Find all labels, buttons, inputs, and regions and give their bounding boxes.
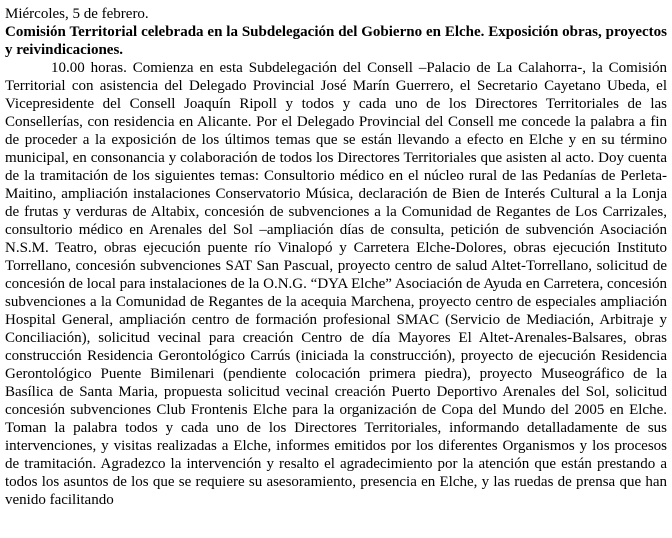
entry-heading: Comisión Territorial celebrada en la Subdelegación del Gobierno en Elche. Exposición obras, proyectos y reivindicaciones. [5,24,667,58]
entry-body: 10.00 horas. Comienza en esta Subdelegación del Consell –Palacio de La Calahorra-, la Comisión Territorial con asistencia del Delegado Provincial José Marín Guerrero, el Secretario Cayetano Ubeda, el Vicepresidente del Consell Joaquín Ripoll y todos y cada uno de los Directores Territoriales de las Consellerías, con residencia en Alicante. Por el Delegado Provincial del Consell me concede la palabra a fin de proceder a la exposición de los últimos temas que se están llevando a efecto en Elche y en su término municipal, en consonancia y colaboración de todos los Directores Territoriales que asisten al acto. Doy cuenta de la tramitación de los siguientes temas: Consultorio médico en el núcleo rural de las Pedanías de Perleta-Maitino, ampliación instalaciones Conservatorio Música, declaración de Bien de Interés Cultural a la Lonja de frutas y verduras de Altabix, concesión de subvenciones a la Comunidad de Regantes de Los Carrizales, consultorio médico en Arenales del Sol –ampliación días de consulta, petición de subvención Asociación N.S.M. Teatro, obras ejecución puente río Vinalopó y Carretera Elche-Dolores, obras ejecución Instituto Torrellano, concesión subvenciones SAT San Pascual, proyecto centro de salud Altet-Torrellano, solicitud de concesión de local para instalaciones de la O.N.G. “DYA Elche” Asociación de Ayuda en Carretera, concesión subvenciones a la Comunidad de Regantes de la acequia Marchena, proyecto centro de especiales ampliación Hospital General, ampliación centro de formación profesional SMAC (Servicio de Mediación, Arbitraje y Conciliación), solicitud vecinal para creación Centro de día Mayores El Altet-Arenales-Balsares, obras construcción Residencia Gerontológico Carrús (iniciada la construcción), proyecto de ejecución Residencia Gerontológico Puente Bimilenari (pendiente colocación primera piedra), proyecto Museográfico de la Basílica de Santa Maria, propuesta solicitud vecinal creación Puerto Deportivo Arenales del Sol, solicitud concesión subvenciones Club Frontenis Elche para la organización de Copa del Mundo del 2005 en Elche. Toman la palabra todos y cada uno de los Directores Territoriales, informando detalladamente de sus intervenciones, y visitas realizadas a Elche, informes emitidos por los diferentes Organismos y los procesos de tramitación. Agradezco la intervención y resalto el agradecimiento por la atención que están prestando a todos los asuntos de los que se requiere su asesoramiento, presencia en Elche, y las ruedas de prensa que han venido facilitando [5,60,667,508]
entry-date: Miércoles, 5 de febrero. [5,6,149,22]
